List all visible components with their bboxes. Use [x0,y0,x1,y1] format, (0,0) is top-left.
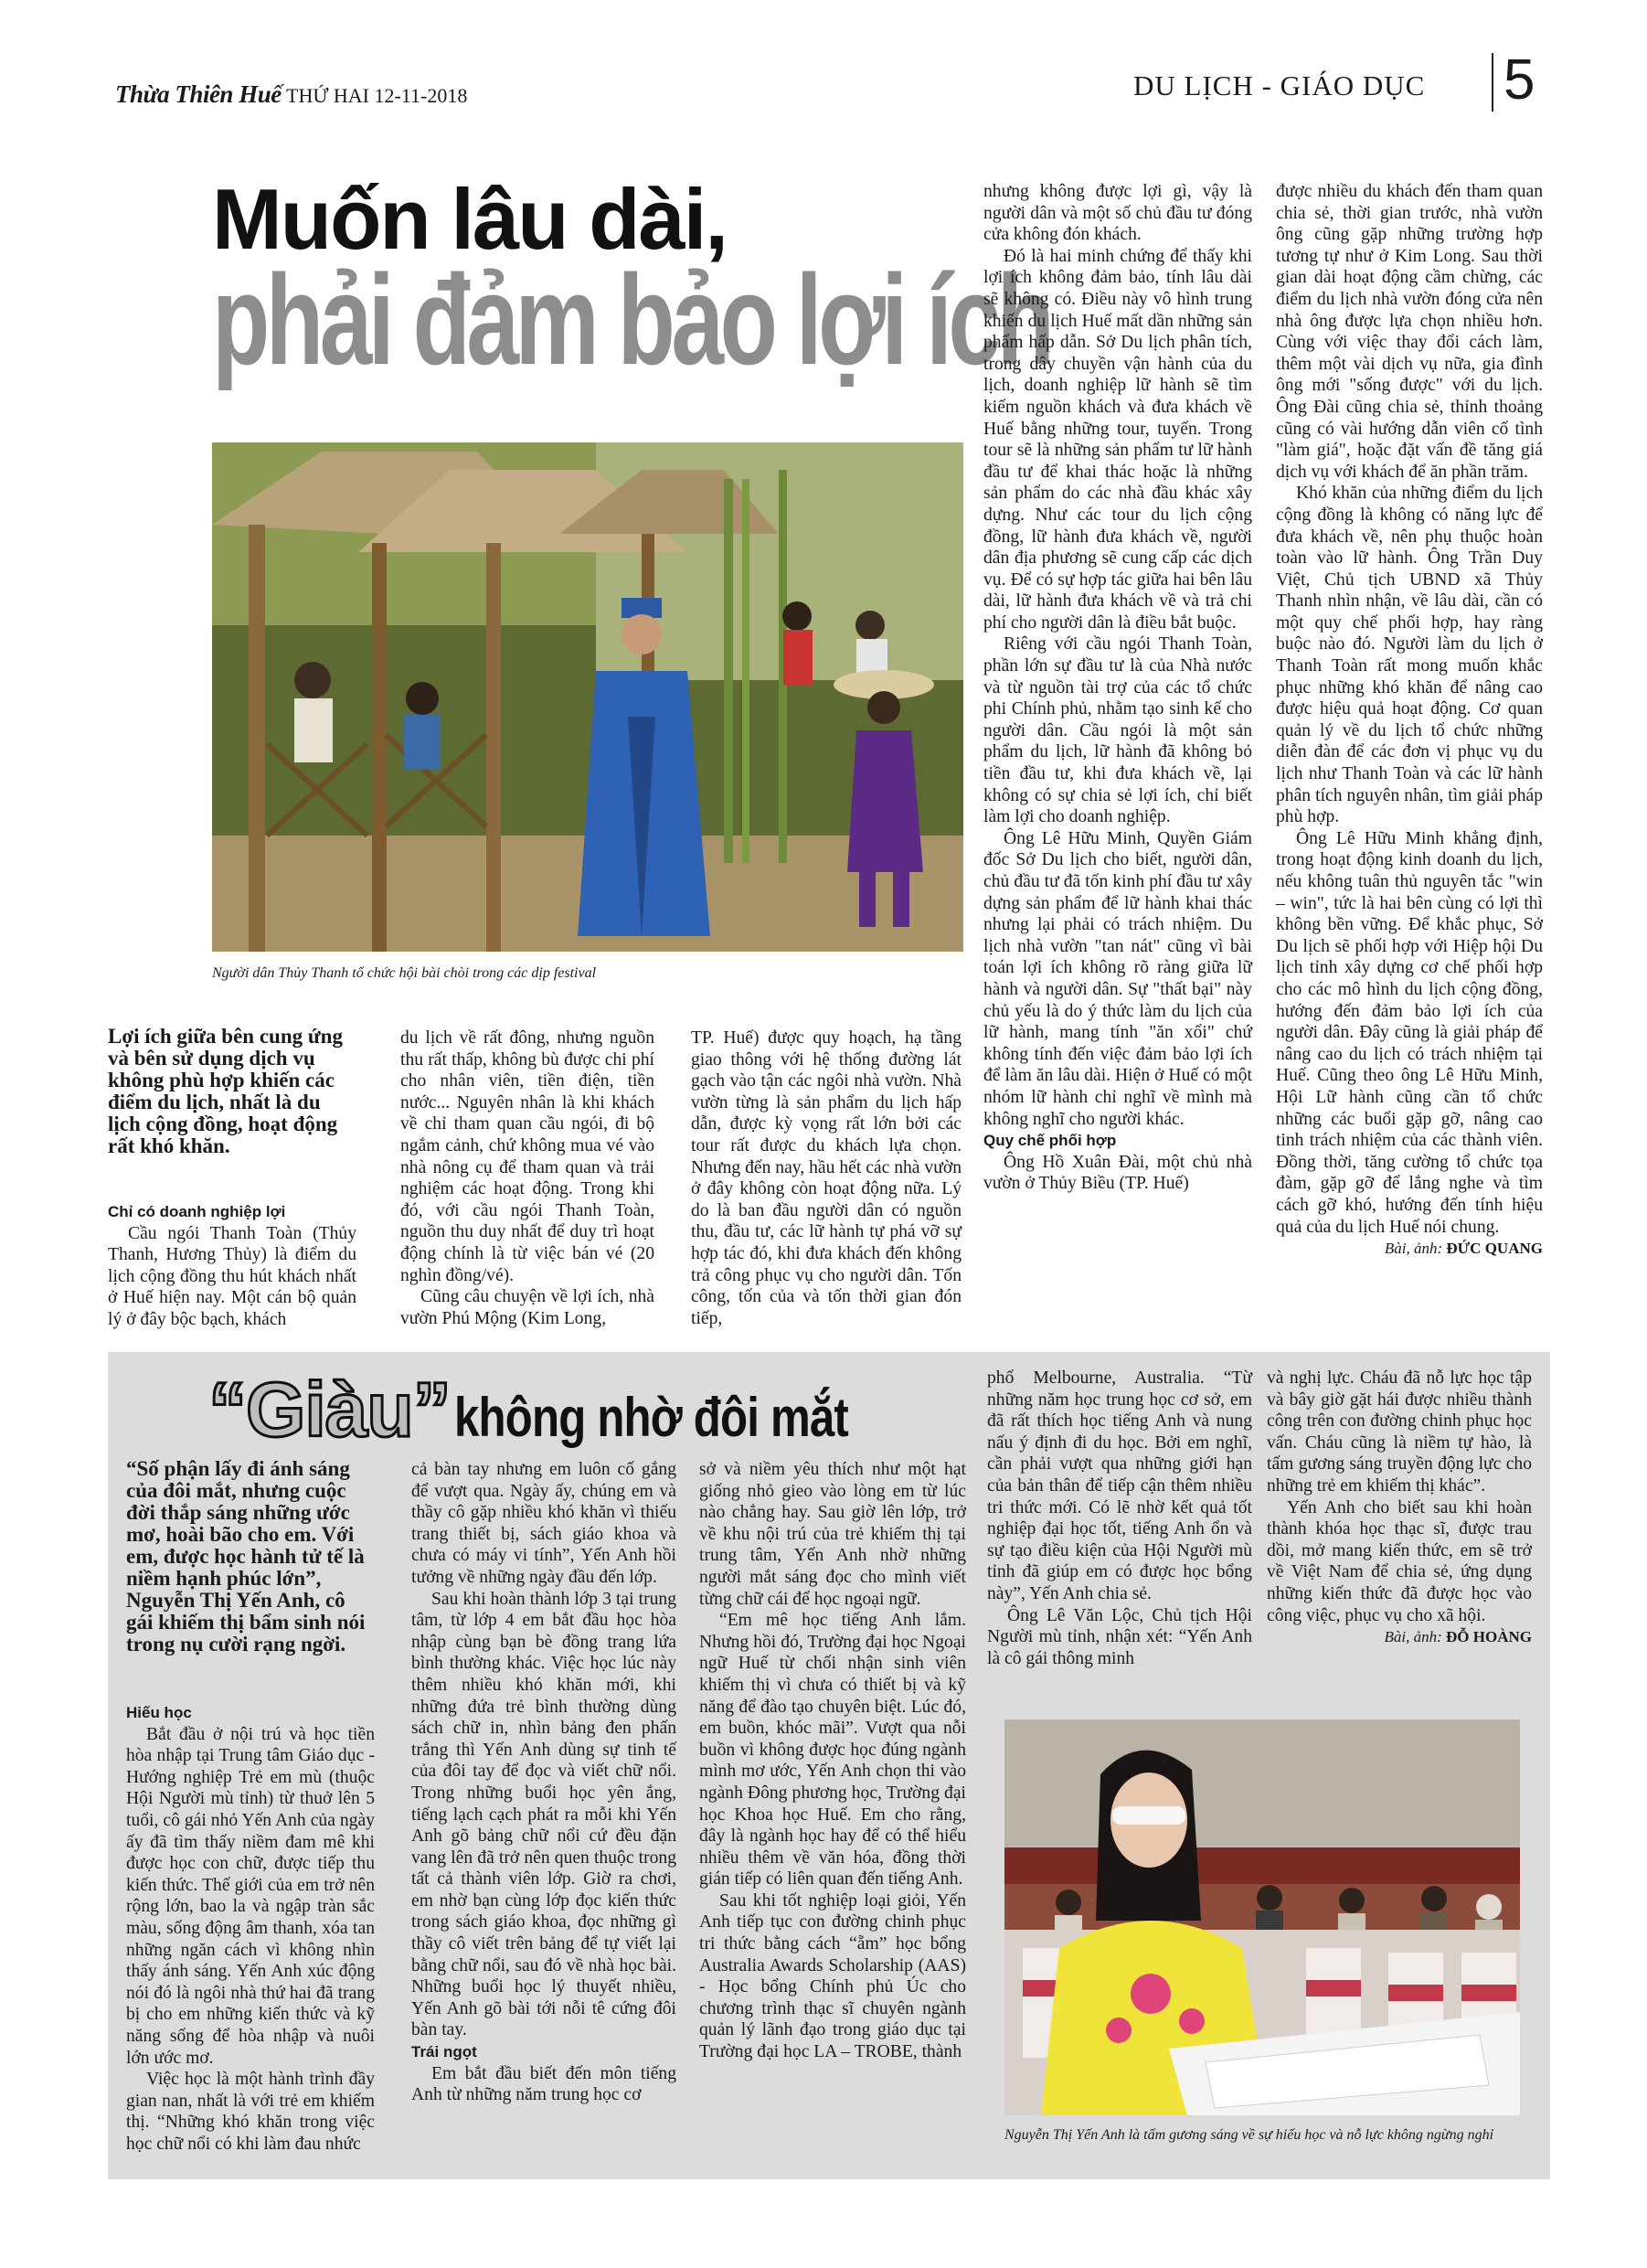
article1-column-1 [108,1201,356,1331]
article1-paragraph: Đó là hai minh chứng để thấy khi lợi ích không đảm bảo, tính lâu dài sẽ không có. Điều này vô hình trung khiến du lịch Huế mất dần những sản phẩm hấp dẫn. Sở Du lịch phân tích, trong dây chuyền vận hành của du lịch, doanh nghiệp lữ hành sẽ tìm kiếm nguồn khách và đưa khách về Huế bằng những tour, tuyến. Trong tour sẽ là những sản phẩm tư lữ hành đầu tư để khai thác hoặc là những sản phẩm do các nhà đầu khác xây dựng. Như các tour du lịch cộng đồng, lữ hành đưa khách về, người dân địa phương sẽ cung cấp các dịch vụ. Để có sự hợp tác giữa hai bên lâu dài, lữ hành đưa khách về và trả chi phí cho người dân là điều bắt buộc. [983,246,1252,633]
byline-label: Bài, ảnh: [1384,1240,1443,1258]
article2-column-3 [699,1459,966,2063]
article1-paragraph: Riêng với cầu ngói Thanh Toàn, phần lớn sự đầu tư là của Nhà nước và từ nguồn tài trợ của các tổ chức phi Chính phủ, nhằm tạo sinh kế cho người dân. Cầu ngói là một sản phẩm du lịch, lữ hành đã không bỏ tiền đầu tư, khi đưa khách về, lại không có sự chia sẻ lợi ích, chỉ biết làm lợi cho doanh nghiệp. [983,634,1252,827]
article1-paragraph: nhưng không được lợi gì, vậy là người dân và một số chủ đầu tư đóng cửa không đón khách. [983,182,1252,245]
article2-lead: “Số phận lấy đi ánh sáng của đôi mắt, nhưng cuộc đời thắp sáng những ước mơ, hoài bão cho em. Với em, được học hành tử tế là niềm hạnh phúc lớn”, Nguyễn Thị Yến Anh, cô gái khiếm thị bẩm sinh nói trong nụ cười rạng ngời. [126,1457,366,1656]
article2-paragraph: Em bắt đầu biết đến môn tiếng Anh từ những năm trung học cơ [411,2063,676,2105]
article2-photo-caption: Nguyễn Thị Yến Anh là tấm gương sáng về sự hiếu học và nỗ lực không ngừng nghỉ [1004,2127,1494,2143]
article2-headline-rest: không nhờ đôi mắt [453,1387,848,1448]
article2-paragraph: Yến Anh cho biết sau khi hoàn thành khóa học thạc sĩ, được trau dồi, mở mang kiến thức, em sẽ trở về Việt Nam để chia sẻ, ứng dụng những kiến thức đã được học vào công việc, phục vụ cho xã hội. [1267,1497,1532,1625]
article1-paragraph: Ông Lê Hữu Minh khẳng định, trong hoạt động kinh doanh du lịch, nếu không tuân thủ nguyên tắc "win – win", tức là hai bên cùng có lợi thì không bền vững. Để khắc phục, Sở Du lịch sẽ phối hợp với Hiệp hội Du lịch tỉnh xây dựng cơ chế phối hợp cho các mô hình du lịch cộng đồng, hướng đến đảm bảo lợi ích của người dân. Đây cũng là giải pháp để nâng cao du lịch có trách nhiệm tại Huế. Cũng theo ông Lê Hữu Minh, Hội Lữ hành cũng cần tổ chức những các buổi gặp gỡ, nâng cao tinh trách nhiệm của các thành viên. Đồng thời, tăng cường tổ chức tọa đàm, gặp gỡ để lắng nghe và tìm cách gỡ khó, hướng đến tính hiệu quả của du lịch Huế nói chung. [1276,828,1543,1237]
article1-column-3 [691,1028,962,1329]
page-number: 5 [1504,48,1535,112]
article2-headline [208,1366,934,1453]
article2-headline-quoted: “Giàu” [208,1367,451,1453]
article1-column-4 [983,181,1252,1195]
article2-column-4 [987,1368,1252,1669]
article2-paragraph: Sau khi tốt nghiệp loại giỏi, Yến Anh tiếp tục con đường chinh phục tri thức bằng cách “ẵm” học bổng Australia Awards Scholarship (AAS) - Học bổng Chính phủ Úc cho chương trình thạc sĩ chuyên ngành quản lý lãnh đạo trong giáo dục tại Trường đại học LA – TROBE, thành [699,1890,966,2062]
header-divider [1492,53,1493,112]
article1-paragraph: TP. Huế) được quy hoạch, hạ tầng giao thông với hệ thống đường lát gạch vào tận các ngôi nhà vườn. Nhà vườn từng là sản phẩm du lịch hấp dẫn, được kỳ vọng rất lớn bởi các tour rất được du khách lựa chọn. Nhưng đến nay, hầu hết các nhà vườn ở đây không còn hoạt động nữa. Lý do là ban đầu người dân có nguồn thu, đầu tư, các lữ hành tự phá vỡ sự hợp tác đó, khi đưa khách đến không trả công phục vụ cho người dân. Tốn công, tốn của và tốn thời gian đón tiếp, [691,1028,962,1328]
article1-paragraph: Khó khăn của những điểm du lịch cộng đồng là không có năng lực để đưa khách về, nên phụ thuộc hoàn toàn vào lữ hành. Ông Trần Duy Việt, Chủ tịch UBND xã Thủy Thanh nhìn nhận, về lâu dài, cần có một quy chế phối hợp, hay ràng buộc nào đó. Người làm du lịch ở Thanh Toàn rất mong muốn khắc phục những khó khăn để nâng cao được hiệu quả hoạt động. Cơ quan quản lý về du lịch tổ chức những diễn đàn để các đơn vị phục vụ du lịch như Thanh Toàn và các lữ hành phân tích nguyên nhân, tìm giải pháp phù hợp. [1276,484,1543,827]
article1-paragraph: Ông Hồ Xuân Đài, một chủ nhà vườn ở Thủy Biều (TP. Huế) [983,1152,1252,1194]
article1-photo-caption: Người dân Thủy Thanh tổ chức hội bài chòi trong các dịp festival [212,965,597,981]
article1-paragraph: được nhiều du khách đến tham quan chia sẻ, thời gian trước, nhà vườn ông cũng gặp những trường hợp tương tự như ở Kim Long. Sau thời gian dài hoạt động cầm chừng, các điểm du lịch nhà vườn đóng cửa nên nhà ông được lựa chọn nhiều hơn. Cùng với việc thay đổi cách làm, thêm một vài dịch vụ nữa, gia đình ông mới "sống được" với du lịch. Ông Đài cũng chia sẻ, thỉnh thoảng cũng có vài hướng dẫn viên cố tình "làm giá", hoặc đặt vấn đề tăng giá dịch vụ với khách để ăn phần trăm. [1276,182,1543,482]
article2-paragraph: cả bàn tay nhưng em luôn cố gắng để vượt qua. Ngày ấy, chúng em và thầy cô gặp nhiều khó khăn vì thiếu trang thiết bị, sách giáo khoa và chưa có máy vi tính”, Yến Anh hồi tưởng về những ngày đầu đến lớp. [411,1460,676,1587]
article2-photo [1004,1720,1520,2115]
article1-subheading-2: Quy chế phối hợp [983,1132,1117,1150]
article1-paragraph: Ông Lê Hữu Minh, Quyền Giám đốc Sở Du lịch cho biết, người dân, chủ đầu tư đã tốn kinh phí đầu tư xây dựng sản phẩm để lữ hành khai thác nhưng lại phải có trách nhiệm. Du lịch nhà vườn "tan nát" cũng vì bài toán lợi ích không rõ ràng giữa lữ hành và người dân. Sự "thất bại" này chủ yếu là do ý thức làm du lịch của lữ hành, mang tính "ăn xổi" chứ không tính đến việc đảm bảo lợi ích để làm ăn lâu dài. Hiện ở Huế có một nhóm lữ hành chỉ nghĩ về mình mà không nghĩ cho người khác. [983,828,1252,1129]
article2-paragraph: “Em mê học tiếng Anh lắm. Nhưng hồi đó, Trường đại học Ngoại ngữ Huế từ chối nhận sinh viên khiếm thị vì chưa có thiết bị và kỹ năng để đào tạo chuyên biệt. Lúc đó, em buồn, khóc mãi”. Vượt qua nỗi buồn vì không được học đúng ngành mình mơ ước, Yến Anh chọn thi vào ngành Đông phương học, Trường đại học Khoa học Huế. Em cho rằng, đây là ngành học hay để có thể hiểu nhiều thêm về văn hóa, đồng thời gián tiếp có liên quan đến tiếng Anh. [699,1611,966,1890]
article2-column-2 [411,1459,676,2106]
article2-paragraph: Việc học là một hành trình đầy gian nan, nhất là với trẻ em khiếm thị. “Những khó khăn trong việc học chữ nổi có khi làm đau nhức [126,2070,375,2154]
section-title: DU LỊCH - GIÁO DỤC [1133,69,1426,101]
article2-paragraph: phố Melbourne, Australia. “Từ những năm học trung học cơ sở, em đã rất thích học tiếng Anh và nung nấu ý định đi du học. Bởi em nghĩ, cần phải vượt qua những giới hạn của bản thân để tiếp cận thêm nhiều tri thức mới. Có lẽ nhờ kết quả tốt nghiệp đại học tốt, tiếng Anh ổn và sự tạo điều kiện của Hội Người mù tỉnh đã giúp em có được học bổng này”, Yến Anh chia sẻ. [987,1368,1252,1603]
article2-column-1 [126,1702,375,2155]
article1-lead: Lợi ích giữa bên cung ứng và bên sử dụng dịch vụ không phù hợp khiến các điểm du lịch, nhất là du lịch cộng đồng, hoạt động rất khó khăn. [108,1025,343,1157]
issue-date: THỨ HAI 12-11-2018 [286,84,468,107]
article2-paragraph: Ông Lê Văn Lộc, Chủ tịch Hội Người mù tỉnh, nhận xét: “Yến Anh là cô gái thông minh [987,1605,1252,1668]
byline-author: ĐỖ HOÀNG [1446,1628,1532,1646]
article1-photo [212,442,963,952]
article1-paragraph: du lịch về rất đông, nhưng nguồn thu rất thấp, không bù được chi phí cho nhân viên, tiền điện, tiền nước... Nguyên nhân là khi khách về chỉ tham quan cầu ngói, đi bộ ngắm cảnh, chứ không mua vé vào nhà nông cụ để tham quan và trải nghiệm các hoạt động. Trong khi đó, với cầu ngói Thanh Toàn, nguồn thu duy nhất để duy trì hoạt động chính là từ việc bán vé (20 nghìn đồng/vé). [400,1028,654,1285]
article2-paragraph: sở và niềm yêu thích như một hạt giống nhỏ gieo vào lòng em từ lúc nào chẳng hay. Sau giờ lên lớp, trở về khu nội trú của trẻ khiếm thị tại trung tâm, Yến Anh nhờ những người mắt sáng đọc cho mình viết từng chữ cái để học ngoại ngữ. [699,1460,966,1609]
byline-author: ĐỨC QUANG [1446,1240,1543,1258]
paper-name: Thừa Thiên Huế [115,80,282,108]
article2-subheading-1: Hiếu học [126,1704,192,1721]
article1-byline [1276,1238,1543,1260]
article2-paragraph: Sau khi hoàn thành lớp 3 tại trung tâm, từ lớp 4 em bắt đầu học hòa nhập cùng bạn bè đồng trang lứa bình thường khác. Việc học lúc này thêm nhiều khó khăn mới, khi những đứa trẻ bình thường dùng sách chữ in, nhìn bảng đen phấn trắng thì Yến Anh dùng sự tinh tế của đôi tay để đọc và viết chữ nổi. Trong những buổi học yên ắng, tiếng lạch cạch phát ra mỗi khi Yến Anh gõ bảng chữ nổi cứ đều đặn vang lên đã trở nên quen thuộc trong tất cả thành viên lớp. Giờ ra chơi, em nhờ bạn cùng lớp đọc kiến thức trong sách giáo khoa, đọc những gì thầy cô viết trên bảng để tự viết lại bằng chữ nổi, sau đó về nhà học bài. Những buổi học lý thuyết nhiều, Yến Anh gõ bài tới nỗi tê cứng đôi bàn tay. [411,1589,676,2040]
article1-paragraph: Cũng câu chuyện về lợi ích, nhà vườn Phú Mộng (Kim Long, [400,1287,654,1328]
article1-column-2 [400,1028,654,1329]
article1-subheading-1: Chỉ có doanh nghiệp lợi [108,1203,286,1220]
article2-column-5 [1267,1368,1532,1648]
article1-column-5 [1276,181,1543,1260]
article2-paragraph: Bắt đầu ở nội trú và học tiền hòa nhập tại Trung tâm Giáo dục - Hướng nghiệp Trẻ em mù (thuộc Hội Người mù tỉnh) từ thuở lên 5 tuổi, cô gái nhỏ Yến Anh của ngày ấy đã tìm thấy niềm đam mê khi được học con chữ, được tiếp thu kiến thức. Thế giới của em trở nên rộng lớn, bao la và ngập tràn sắc màu, sống động âm thanh, xóa tan những ngăn cách vì không nhìn thấy ánh sáng. Yến Anh xúc động nói đó là ngôi nhà thứ hai đã trang bị cho em những kiến thức và kỹ năng sống để hòa nhập và nuôi lớn ước mơ. [126,1724,375,2068]
article2-subheading-2: Trái ngọt [411,2043,477,2061]
article1-paragraph: Cầu ngói Thanh Toàn (Thủy Thanh, Hương Thủy) là điểm du lịch cộng đồng thu hút khách nhất ở Huế hiện nay. Một cán bộ quản lý ở đây bộc bạch, khách [108,1223,356,1329]
article2-paragraph: và nghị lực. Cháu đã nỗ lực học tập và bây giờ gặt hái được nhiều thành công trên con đường chinh phục học vấn. Cháu cũng là niềm tự hào, là tấm gương sáng truyền động lực cho những trẻ em khiếm thị khác”. [1267,1368,1532,1496]
byline-label: Bài, ảnh: [1384,1628,1442,1646]
article1-headline-line1: Muốn lâu dài, [212,171,728,267]
article1-headline-line2: phải đảm bảo lợi ích [212,248,1051,391]
article2-byline [1267,1626,1532,1648]
